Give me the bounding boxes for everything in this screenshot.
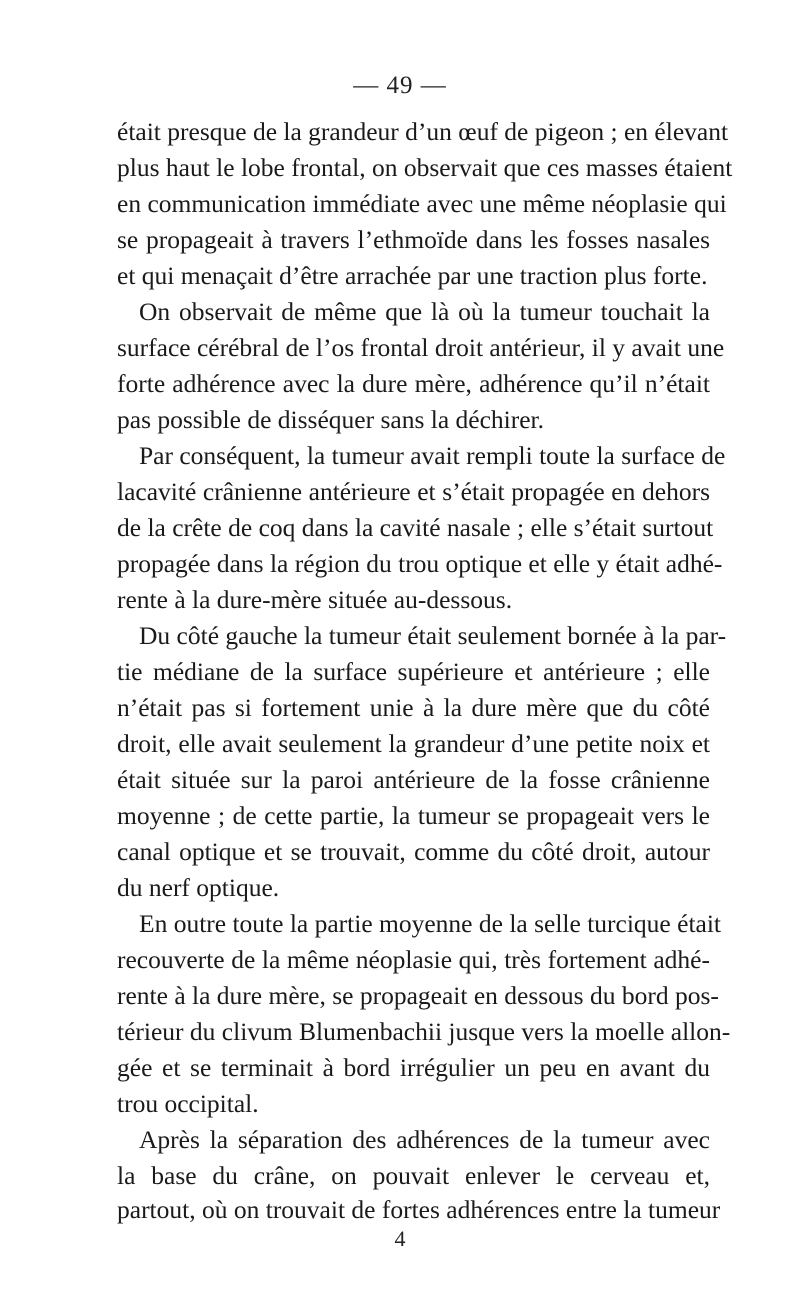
text-line: droit, elle avait seulement la grandeur d’une petite noix et: [117, 729, 710, 758]
text-line: En outre toute la partie moyenne de la selle turcique était: [139, 909, 722, 938]
text-line: n’était pas si fortement unie à la dure mère que du côté: [117, 693, 710, 722]
text-line: plus haut le lobe frontal, on observait que ces masses étaient: [117, 153, 733, 182]
text-line: rente à la dure-mère située au-dessous.: [117, 585, 513, 614]
text-line: canal optique et se trouvait, comme du côté droit, autour: [117, 837, 710, 866]
text-line: tie médiane de la surface supérieure et antérieure ; elle: [117, 657, 710, 686]
text-line: se propageait à travers l’ethmoïde dans les fosses nasales: [117, 225, 710, 254]
text-line: gée et se terminait à bord irrégulier un peu en avant du: [117, 1053, 710, 1082]
text-line: rente à la dure mère, se propageait en dessous du bord pos-: [117, 981, 719, 1010]
text-line: du nerf optique.: [117, 873, 280, 902]
text-line: en communication immédiate avec une même néoplasie qui: [117, 189, 727, 218]
text-line: Après la séparation des adhérences de la tumeur avec: [139, 1125, 710, 1154]
text-line: était presque de la grandeur d’un œuf de pigeon ; en élevant: [117, 117, 729, 146]
text-line: propagée dans la région du trou optique et elle y était adhé-: [117, 549, 723, 578]
text-line: forte adhérence avec la dure mère, adhérence qu’il n’était: [117, 369, 710, 398]
text-line: térieur du clivum Blumenbachii jusque vers la moelle allon-: [117, 1017, 731, 1046]
text-line: moyenne ; de cette partie, la tumeur se propageait vers le: [117, 801, 710, 830]
text-line: On observait de même que là où la tumeur touchait la: [139, 297, 710, 326]
signature-mark: 4: [394, 1226, 406, 1251]
text-line: Par conséquent, la tumeur avait rempli toute la surface de: [139, 441, 726, 470]
text-line: et qui menaçait d’être arrachée par une traction plus forte.: [117, 261, 708, 290]
text-line: de la crête de coq dans la cavité nasale ; elle s’était surtout: [117, 513, 714, 542]
text-line: surface cérébral de l’os frontal droit antérieur, il y avait une: [117, 333, 725, 362]
text-line: lacavité crânienne antérieure et s’était propagée en dehors: [117, 477, 710, 506]
text-line: recouverte de la même néoplasie qui, très fortement adhé-: [117, 945, 710, 974]
text-line: était située sur la paroi antérieure de la fosse crânienne: [117, 765, 710, 794]
page-number: — 49 —: [353, 72, 447, 99]
text-line: partout, où on trouvait de fortes adhérences entre la tumeur: [117, 1195, 721, 1224]
text-line: pas possible de disséquer sans la déchirer.: [117, 405, 545, 434]
text-line: trou occipital.: [117, 1089, 259, 1118]
text-line: la base du crâne, on pouvait enlever le cerveau et,: [117, 1161, 710, 1190]
text-line: Du côté gauche la tumeur était seulement bornée à la par-: [139, 621, 727, 650]
